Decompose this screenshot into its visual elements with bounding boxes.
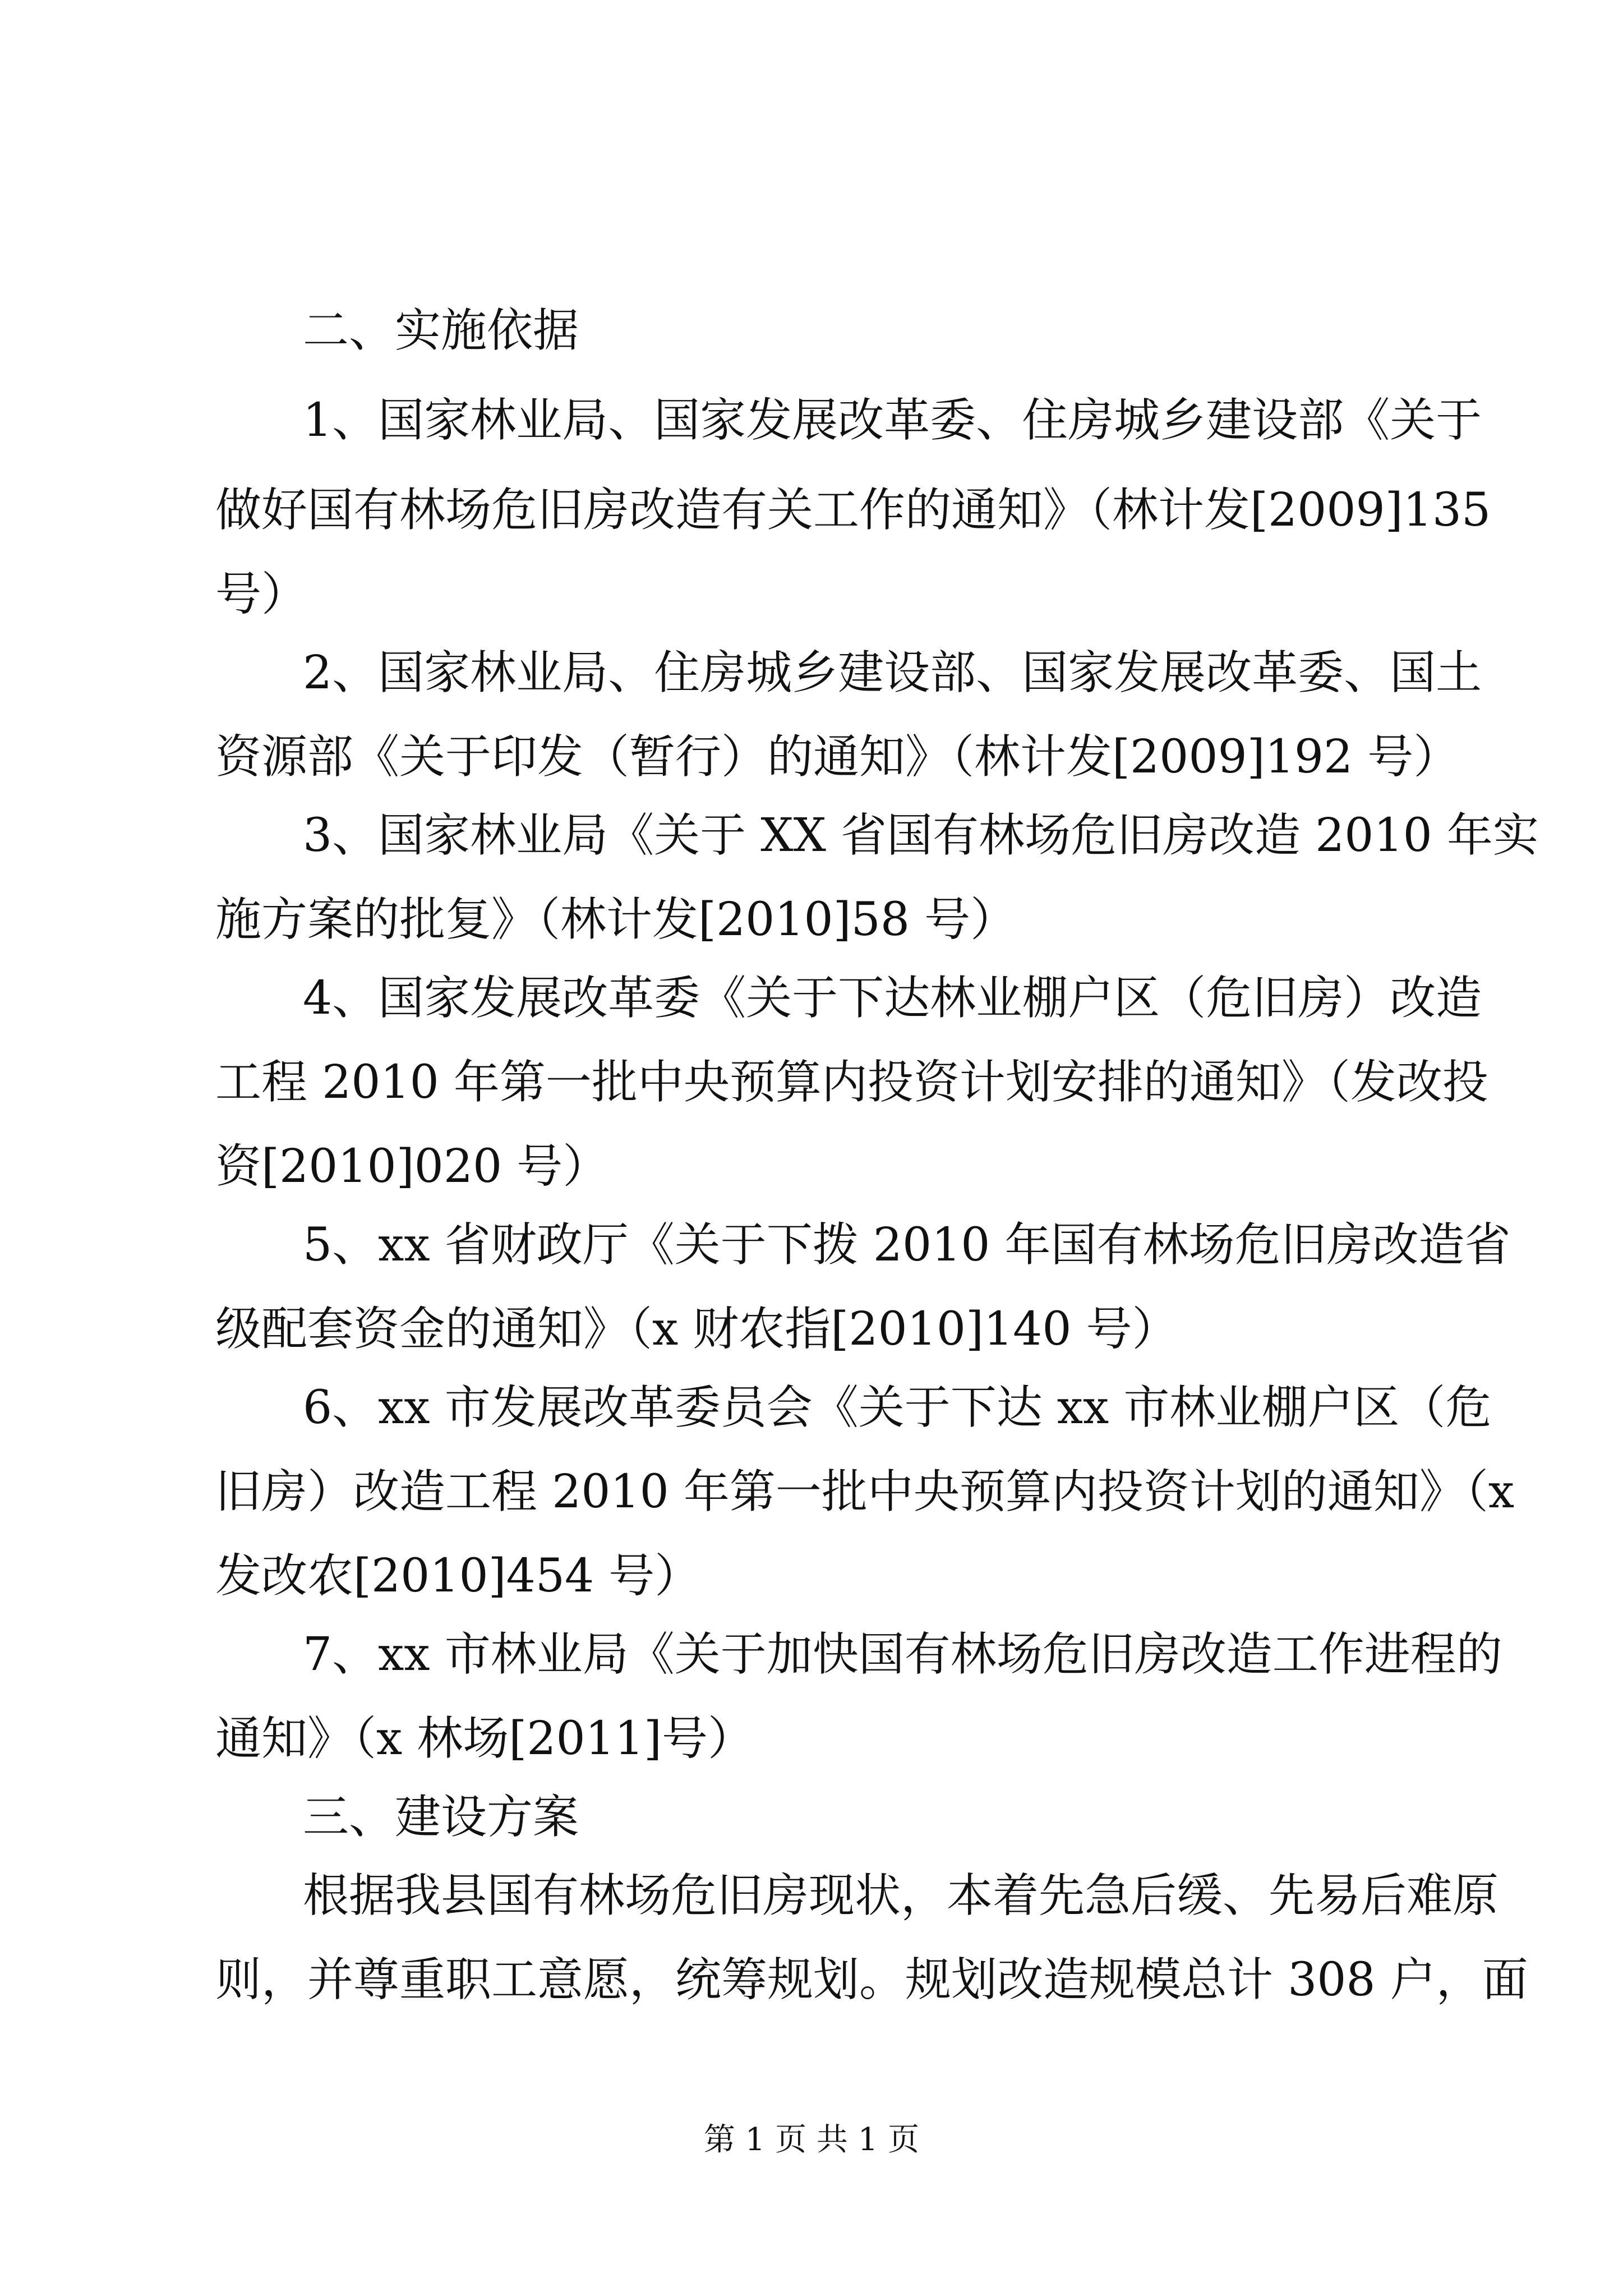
basis-item-2-line-2: 资源部《关于印发（暂行）的通知》（林计发[2009]192 号） bbox=[215, 730, 1460, 784]
page-number-footer: 第 1 页 共 1 页 bbox=[703, 2122, 920, 2158]
basis-item-1-line-2: 做好国有林场危旧房改造有关工作的通知》（林计发[2009]135 bbox=[215, 484, 1491, 537]
basis-item-6-line-1: 6、xx 市发展改革委员会《关于下达 xx 市林业棚户区（危 bbox=[303, 1381, 1492, 1434]
section-heading-basis: 二、实施依据 bbox=[303, 304, 579, 357]
basis-item-7-line-1: 7、xx 市林业局《关于加快国有林场危旧房改造工作进程的 bbox=[303, 1628, 1502, 1681]
basis-item-3-line-2: 施方案的批复》（林计发[2010]58 号） bbox=[215, 893, 1017, 946]
basis-item-3-line-1: 3、国家林业局《关于 XX 省国有林场危旧房改造 2010 年实 bbox=[303, 809, 1539, 862]
basis-item-2-line-1: 2、国家林业局、住房城乡建设部、国家发展改革委、国土 bbox=[303, 646, 1482, 700]
basis-item-7-line-2: 通知》（x 林场[2011]号） bbox=[215, 1712, 754, 1765]
basis-item-6-line-2: 旧房）改造工程 2010 年第一批中央预算内投资计划的通知》（x bbox=[215, 1465, 1515, 1519]
basis-item-6-line-3: 发改农[2010]454 号） bbox=[215, 1549, 701, 1603]
plan-paragraph-line-1: 根据我县国有林场危旧房现状，本着先急后缓、先易后难原 bbox=[303, 1869, 1499, 1922]
basis-item-5-line-2: 级配套资金的通知》（x 财农指[2010]140 号） bbox=[215, 1303, 1178, 1356]
section-heading-plan: 三、建设方案 bbox=[303, 1791, 579, 1844]
basis-item-1-line-3: 号） bbox=[215, 568, 308, 621]
basis-item-4-line-3: 资[2010]020 号） bbox=[215, 1140, 609, 1193]
basis-item-1-line-1: 1、国家林业局、国家发展改革委、住房城乡建设部《关于 bbox=[303, 394, 1482, 447]
basis-item-5-line-1: 5、xx 省财政厅《关于下拨 2010 年国有林场危旧房改造省 bbox=[303, 1218, 1511, 1272]
basis-item-4-line-2: 工程 2010 年第一批中央预算内投资计划安排的通知》（发改投 bbox=[215, 1056, 1488, 1109]
basis-item-4-line-1: 4、国家发展改革委《关于下达林业棚户区（危旧房）改造 bbox=[303, 972, 1482, 1025]
plan-paragraph-line-2: 则，并尊重职工意愿，统筹规划。规划改造规模总计 308 户，面 bbox=[215, 1953, 1528, 2007]
